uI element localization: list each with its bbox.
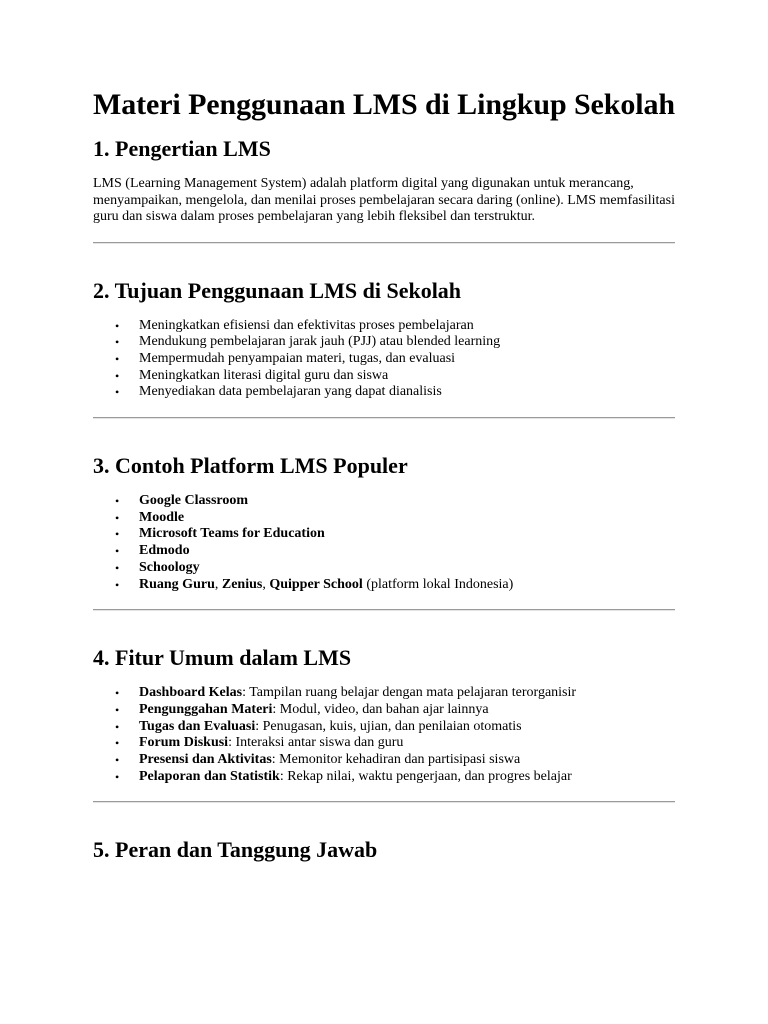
bullet-icon: • xyxy=(115,769,120,784)
bullet-icon: • xyxy=(115,753,120,768)
list-item: • Pengunggahan Materi: Modul, video, dan bahan ajar lainnya xyxy=(115,701,489,717)
list-item: • Google Classroom xyxy=(115,493,249,509)
section-heading: 2. Tujuan Penggunaan LMS di Sekolah xyxy=(93,277,462,303)
list-item: • Meningkatkan literasi digital guru dan siswa xyxy=(115,367,389,383)
list-item: • Tugas dan Evaluasi: Penugasan, kuis, ujian, dan penilaian otomatis xyxy=(115,718,522,734)
bullet-icon: • xyxy=(115,544,120,559)
list-item: • Presensi dan Aktivitas: Memonitor kehadiran dan partisipasi siswa xyxy=(115,752,521,768)
list-item: • Meningkatkan efisiensi dan efektivitas proses pembelajaran xyxy=(115,317,474,333)
list-item: • Microsoft Teams for Education xyxy=(115,526,325,542)
bullet-icon: • xyxy=(115,335,120,350)
bullet-icon: • xyxy=(115,560,120,575)
section-heading: 3. Contoh Platform LMS Populer xyxy=(93,453,408,479)
section-heading: 4. Fitur Umum dalam LMS xyxy=(93,645,352,671)
section-contoh-platform xyxy=(93,453,675,593)
bullet-icon: • xyxy=(115,351,120,366)
bullet-icon: • xyxy=(115,719,120,734)
bullet-icon: • xyxy=(115,702,120,717)
section-paragraph: LMS (Learning Management System) adalah platform digital yang digunakan untuk merancang, menyampaikan, mengelola, dan menilai proses pembelajaran secara daring (online). LMS memfasilitasi guru dan siswa dalam proses pembelajaran yang lebih fleksibel dan terstruktur. xyxy=(93,176,675,224)
section-tujuan xyxy=(93,278,675,402)
list-item: • Dashboard Kelas: Tampilan ruang belajar dengan mata pelajaran terorganisir xyxy=(115,685,577,701)
bullet-list xyxy=(93,318,675,402)
list-item: • Forum Diskusi: Interaksi antar siswa dan guru xyxy=(115,735,404,751)
bullet-icon: • xyxy=(115,736,120,751)
list-item: • Mendukung pembelajaran jarak jauh (PJJ) atau blended learning xyxy=(115,334,501,350)
bullet-icon: • xyxy=(115,318,120,333)
list-item: • Edmodo xyxy=(115,543,190,559)
list-item: • Mempermudah penyampaian materi, tugas, dan evaluasi xyxy=(115,350,456,366)
section-heading: 1. Pengertian LMS xyxy=(93,136,271,161)
document-title: Materi Penggunaan LMS di Lingkup Sekolah xyxy=(93,88,675,121)
section-pengertian xyxy=(93,136,675,226)
list-item: • Pelaporan dan Statistik: Rekap nilai, waktu pengerjaan, dan progres belajar xyxy=(115,768,572,784)
section-fitur-umum xyxy=(93,645,675,785)
bullet-list xyxy=(93,685,675,785)
section-peran xyxy=(93,837,675,863)
bullet-icon: • xyxy=(115,577,120,592)
bullet-icon: • xyxy=(115,368,120,383)
list-item: • Moodle xyxy=(115,509,185,525)
bullet-list xyxy=(93,493,675,593)
bullet-icon: • xyxy=(115,510,120,525)
list-item: • Menyediakan data pembelajaran yang dapat dianalisis xyxy=(115,384,442,400)
list-item: • Schoology xyxy=(115,559,200,575)
bullet-icon: • xyxy=(115,494,120,509)
list-item: • Ruang Guru, Zenius, Quipper School (platform lokal Indonesia) xyxy=(115,576,514,592)
bullet-icon: • xyxy=(115,385,120,400)
bullet-icon: • xyxy=(115,527,120,542)
bullet-icon: • xyxy=(115,686,120,701)
section-heading: 5. Peran dan Tanggung Jawab xyxy=(93,837,378,863)
